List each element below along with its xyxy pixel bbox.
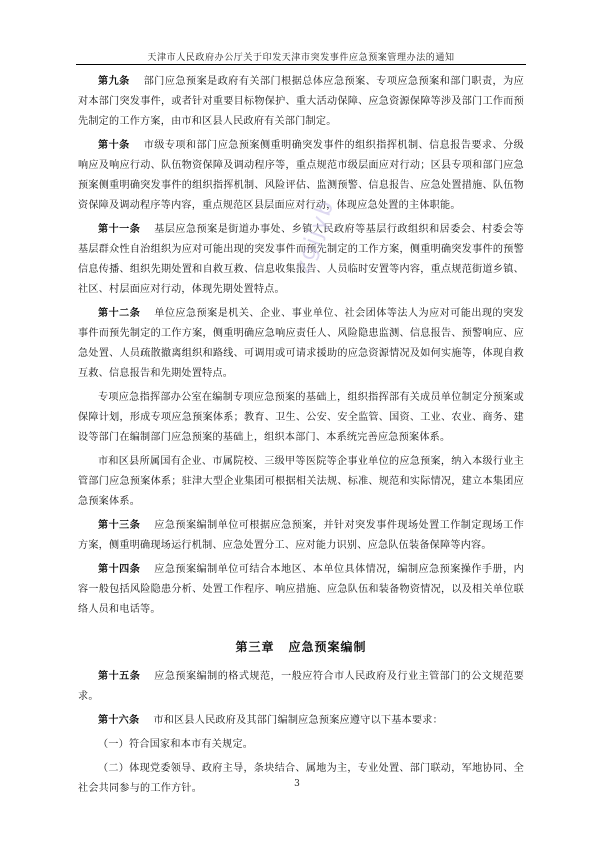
chapter-heading <box>78 638 524 655</box>
article-number: 第十条 <box>98 140 130 151</box>
paragraph-special-plans <box>78 388 524 448</box>
list-item-text: （二）体现党委领导、政府主导，条块结合、属地为主，专业处置、部门联动，军地协同、全社会共同参与的工作方针。 <box>78 763 524 794</box>
article-12 <box>78 304 524 384</box>
list-item-text: （一）符合国家和本市有关规定。 <box>98 739 254 750</box>
running-header: 天津市人民政府办公厅关于印发天津市突发事件应急预案管理办法的通知 <box>147 53 455 63</box>
article-text: 基层应急预案是街道办事处、乡镇人民政府等基层行政组织和居委会、村委会等基层群众性自治组织为应对可能出现的突发事件而预先制定的工作方案，侧重明确突发事件的预警信息传播、组织先期处置和自救互救、信息收集报告、人员临时安置等内容，重点规范街道乡镇、社区、村层面应对行动，体现先期处置特点。 <box>78 224 524 295</box>
article-text: 应急预案编制单位可结合本地区、本单位具体情况，编制应急预案操作手册，内容一般包括风险隐患分析、处置工作程序、响应措施、应急队伍和装备物资情况，以及相关单位联络人员和电话等。 <box>78 564 524 615</box>
document-body <box>78 72 524 803</box>
article-text: 市和区县人民政府及其部门编制应急预案应遵守以下基本要求： <box>153 715 443 726</box>
article-text: 单位应急预案是机关、企业、事业单位、社会团体等法人为应对可能出现的突发事件而预先制定的工作方案，侧重明确应急响应责任人、风险隐患监测、信息报告、预警响应、应急处置、人员疏散撤离组织和路线、可调用或可请求援助的应急资源情况及如何实施等，体现自救互救、信息报告和先期处置特点。 <box>78 308 524 379</box>
article-number: 第十一条 <box>98 224 141 235</box>
article-15 <box>78 667 524 707</box>
article-number: 第十二条 <box>98 308 141 319</box>
article-16 <box>78 711 524 731</box>
paragraph-text: 专项应急指挥部办公室在编制专项应急预案的基础上，组织指挥部有关成员单位制定分预案或保障计划，形成专项应急预案体系；教育、卫生、公安、安全监管、国资、工业、农业、商务、建设等部门在编制部门应急预案的基础上，组织本部门、本系统完善应急预案体系。 <box>78 392 524 443</box>
article-text: 市级专项和部门应急预案侧重明确突发事件的组织指挥机制、信息报告要求、分级响应及响应行动、队伍物资保障及调动程序等，重点规范市级层面应对行动；区县专项和部门应急预案侧重明确突发事件的组织指挥机制、风险评估、监测预警、信息报告、应急处置措施、队伍物资保障及调动程序等内容，重点规范区县层面应对行动，体现应急处置的主体职能。 <box>78 140 525 211</box>
chapter-number: 第三章 <box>235 640 275 654</box>
article-text: 应急预案编制的格式规范，一般应符合市人民政府及行业主管部门的公文规范要求。 <box>78 671 524 702</box>
paragraph-enterprise-plans <box>78 452 524 512</box>
chapter-title: 应急预案编制 <box>288 640 367 654</box>
article-14 <box>78 560 524 620</box>
article-9 <box>78 72 524 132</box>
article-number: 第十五条 <box>98 671 141 682</box>
list-item-1 <box>78 735 524 755</box>
article-10 <box>78 136 524 216</box>
article-number: 第十三条 <box>98 520 141 531</box>
article-number: 第九条 <box>98 76 130 87</box>
article-number: 第十四条 <box>98 564 141 575</box>
article-text: 应急预案编制单位可根据应急预案，并针对突发事件现场处置工作制定现场工作方案，侧重明确现场运行机制、应急处置分工、应对能力识别、应急队伍装备保障等内容。 <box>78 520 524 551</box>
article-number: 第十六条 <box>98 715 140 726</box>
paragraph-text: 市和区县所属国有企业、市属院校、三级甲等医院等企事业单位的应急预案，纳入本级行业主管部门应急预案体系；驻津大型企业集团可根据相关法规、标准、规范和实际情况，建立本集团应急预案体系。 <box>78 456 524 507</box>
page-number: 3 <box>294 779 300 789</box>
article-13 <box>78 516 524 556</box>
watermark: zgjjyb <box>290 195 340 277</box>
header-rule <box>76 64 526 65</box>
article-text: 部门应急预案是政府有关部门根据总体应急预案、专项应急预案和部门职责，为应对本部门突发事件，或者针对重要目标物保护、重大活动保障、应急资源保障等涉及部门工作而预先制定的工作方案，由市和区县人民政府有关部门制定。 <box>78 76 525 127</box>
